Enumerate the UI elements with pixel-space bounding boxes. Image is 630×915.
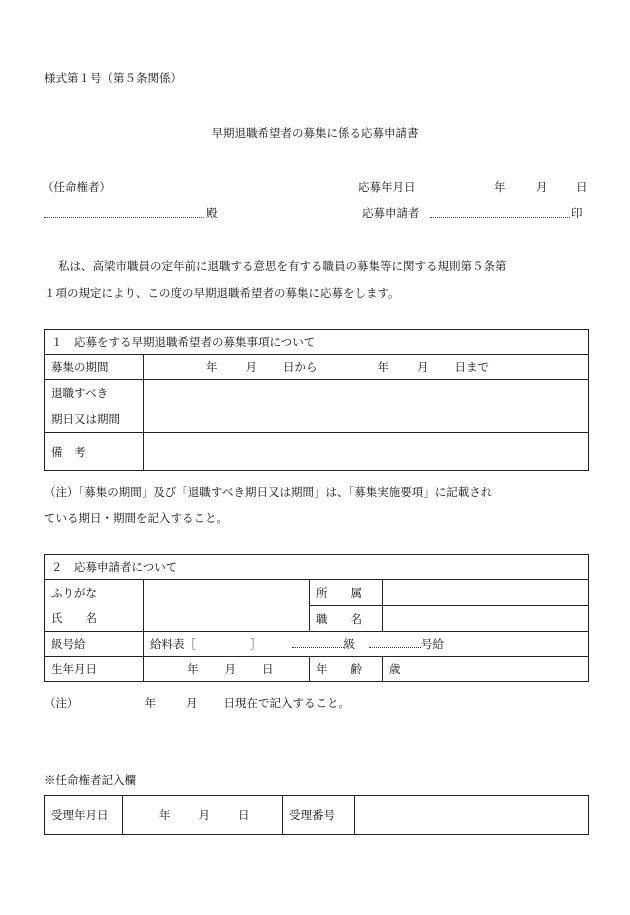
retire-date-label: 退職すべき 期日又は期間 [45, 380, 144, 433]
birth-date-label: 生年月日 [45, 657, 144, 682]
section1-note-line-2: ている期日・期間を記入すること。 [44, 511, 228, 525]
honorific: 殿 [206, 206, 218, 220]
name-field[interactable] [144, 580, 310, 632]
application-date-year: 年 [494, 180, 506, 194]
application-date-day: 日 [576, 180, 588, 194]
step-unit: 号給 [421, 637, 444, 651]
seal-mark: 印 [571, 206, 583, 220]
salary-table-close: ］ [250, 637, 262, 651]
retire-date-field[interactable] [144, 380, 589, 433]
appointer-label: （任命権者） [42, 180, 111, 194]
received-number-field[interactable] [355, 796, 589, 835]
appointer-name-field[interactable] [44, 217, 204, 218]
body-line-2: １項の規定により、この度の早期退職希望者の募集に応募をします。 [44, 286, 400, 300]
applicant-label: 応募申請者 [362, 206, 420, 220]
period-label: 募集の期間 [45, 355, 144, 380]
received-day: 日 [238, 808, 250, 822]
birth-date-field[interactable] [144, 657, 310, 682]
recruitment-table [44, 329, 589, 471]
name-label: 氏 名 [45, 606, 144, 632]
section2-note-year: 年 [144, 696, 156, 710]
period-field[interactable] [144, 355, 589, 380]
affiliation-label: 所 属 [310, 580, 383, 606]
birth-month: 月 [224, 662, 236, 676]
application-date-label: 応募年月日 [358, 180, 416, 194]
age-label: 年 齢 [310, 657, 383, 682]
remarks-label: 備 考 [45, 433, 144, 471]
received-year: 年 [159, 808, 171, 822]
received-date-label: 受理年月日 [45, 796, 123, 835]
applicant-name-field[interactable] [430, 217, 570, 218]
section2-note-prefix: （注） [44, 696, 79, 710]
applicant-table [44, 554, 589, 682]
remarks-field[interactable] [144, 433, 589, 471]
step-input[interactable] [369, 637, 421, 648]
section1-title: １ 応募をする早期退職希望者の募集事項について [45, 330, 589, 355]
period-year-2: 年 [377, 360, 389, 374]
birth-day: 日 [262, 662, 274, 676]
period-until: 日まで [454, 360, 489, 374]
salary-table-label: 給料表［ [150, 637, 196, 651]
period-month-2: 月 [417, 360, 429, 374]
grade-input[interactable] [292, 637, 344, 648]
appointer-table [44, 795, 589, 835]
application-date-month: 月 [536, 180, 548, 194]
age-unit: 歳 [389, 662, 401, 676]
body-line-1: 私は、高梁市職員の定年前に退職する意思を有する職員の募集等に関する規則第５条第 [58, 259, 507, 273]
section1-note-line-1: （注）「募集の期間」及び「退職すべき期日又は期間」は、「募集実施要項」に記載され [44, 485, 493, 499]
received-date-field[interactable] [123, 796, 283, 835]
period-from: 日から [283, 360, 318, 374]
section2-note-month: 月 [186, 696, 198, 710]
grade-unit: 級 [343, 637, 355, 651]
received-number-label: 受理番号 [283, 796, 355, 835]
position-label: 職 名 [310, 606, 383, 632]
form-number: 様式第１号（第５条関係） [44, 71, 182, 85]
section2-note [44, 695, 350, 711]
form-title: 早期退職希望者の募集に係る応募申請書 [211, 126, 419, 140]
grade-label: 級号給 [45, 632, 144, 657]
section2-title: ２ 応募申請者について [45, 555, 589, 580]
position-field[interactable] [383, 606, 589, 632]
section2-note-suffix: 日現在で記入すること。 [223, 696, 350, 710]
age-field[interactable] [383, 657, 589, 682]
affiliation-field[interactable] [383, 580, 589, 606]
period-month-1: 月 [245, 360, 257, 374]
grade-field[interactable] [144, 632, 589, 657]
appointer-section-heading: ※任命権者記入欄 [44, 773, 136, 787]
furigana-label: ふりがな [45, 580, 144, 606]
received-month: 月 [198, 808, 210, 822]
period-year-1: 年 [206, 360, 218, 374]
birth-year: 年 [187, 662, 199, 676]
